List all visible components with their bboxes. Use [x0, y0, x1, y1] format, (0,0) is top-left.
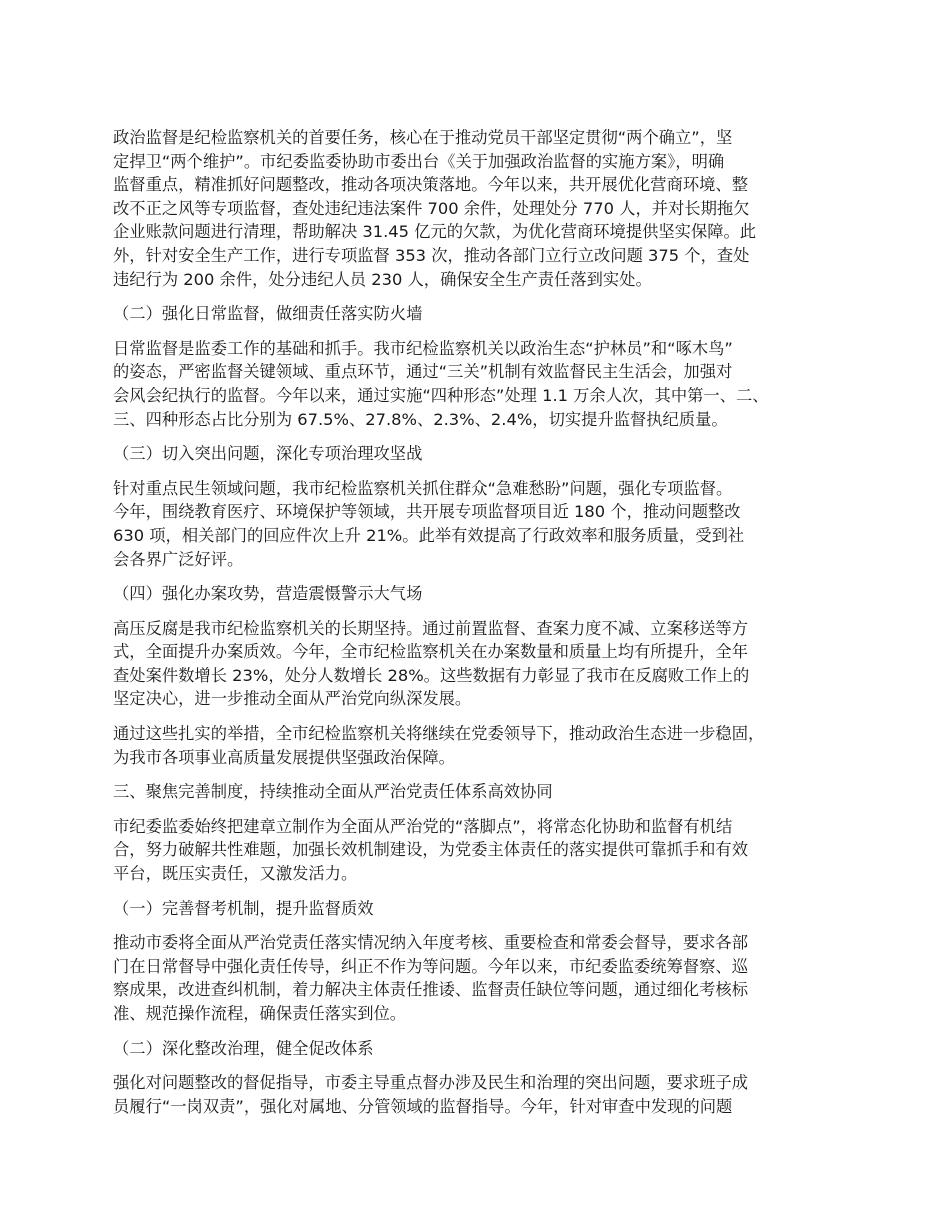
section-heading-special-governance: （三）切入突出问题，深化专项治理攻坚战 — [113, 444, 423, 464]
document-page — [113, 126, 861, 1129]
section-heading-daily-supervision: （二）强化日常监督，做细责任落实防火墙 — [113, 304, 423, 324]
section-heading-assessment-mechanism: （一）完善督考机制，提升监督质效 — [113, 898, 374, 918]
chapter-heading-system-improvement: 三、聚焦完善制度，持续推动全面从严治党责任体系高效协同 — [113, 782, 553, 802]
section-heading-case-handling: （四）强化办案攻势，营造震慑警示大气场 — [113, 584, 423, 604]
body-paragraph-rectification: 强化对问题整改的督促指导，市委主导重点督办涉及民生和治理的突出问题，要求班子成 员履行“一岗双责”，强化对属地、分管领域的监督指导。今年，针对审查中发现的问题 — [113, 1073, 748, 1116]
body-paragraph-case-handling: 高压反腐是我市纪检监察机关的长期坚持。通过前置监督、查案力度不减、立案移送等方 式，全面提升办案质效。今年，全市纪检监察机关在办案数量和质量上均有所提升，全年 查处案件数增长 23%，处分人数增长 28%。这些数据有力彰显了我市在反腐败工作上的 坚定决心，进一步推动全面从严治党向纵深发展。 — [113, 618, 750, 709]
body-paragraph-special-governance: 针对重点民生领域问题，我市纪检监察机关抓住群众“急难愁盼”问题，强化专项监督。 今年，围绕教育医疗、环境保护等领域，共开展专项监督项目近 180 个，推动问题整改 630 项，相关部门的回应件次上升 21%。此举有效提高了行政效率和服务质量，受到社 会各界广泛好评。 — [113, 478, 745, 569]
body-paragraph-assessment-mechanism: 推动市委将全面从严治党责任落实情况纳入年度考核、重要检查和常委会督导，要求各部 门在日常督导中强化责任传导，纠正不作为等问题。今年以来，市纪委监委统筹督察、巡 察成果，改进查纠机制，着力解决主体责任推诿、监督责任缺位等问题，通过细化考核标 准、规范操作流程，确保责任落实到位。 — [113, 933, 748, 1023]
body-paragraph-political-supervision: 政治监督是纪检监察机关的首要任务，核心在于推动党员干部坚定贯彻“两个确立”，坚 定捍卫“两个维护”。市纪委监委协助市委出台《关于加强政治监督的实施方案》，明确 监督重点，精准抓好问题整改，推动各项决策落地。今年以来，共开展优化营商环境、整 改不正之风等专项监督，查处违纪违法案件 700 余件，处理处分 770 人，并对长期拖欠 企业账款问题进行清理，帮助解决 31.45 亿元的欠款，为优化营商环境提供坚实保障。此 外，针对安全生产工作，进行专项监督 353 次，推动各部门立行立改问题 375 个，查处 违纪行为 200 余件，处分违纪人员 230 人，确保安全生产责任落到实处。 — [113, 128, 757, 289]
section-heading-rectification: （二）深化整改治理，健全促改体系 — [113, 1038, 374, 1058]
body-paragraph-daily-supervision: 日常监督是监委工作的基础和抓手。我市纪检监察机关以政治生态“护林员”和“啄木鸟” 的姿态，严密监督关键领域、重点环节，通过“三关”机制有效监督民主生活会，加强对 会风会纪执行的监督。今年以来，通过实施“四种形态”处理 1.1 万余人次，其中第一、二、 三、四种形态占比分别为 67.5%、27.8%、2.3%、2.4%，切实提升监督执纪质量。 — [113, 338, 769, 429]
body-paragraph-summary: 通过这些扎实的举措，全市纪检监察机关将继续在党委领导下，推动政治生态进一步稳固， 为我市各项事业高质量发展提供坚强政治保障。 — [113, 724, 765, 767]
body-paragraph-system-improvement: 市纪委监委始终把建章立制作为全面从严治党的“落脚点”，将常态化协助和监督有机结 合，努力破解共性难题，加强长效机制建设，为党委主体责任的落实提供可靠抓手和有效 平台，既压实责任，又激发活力。 — [113, 816, 748, 884]
